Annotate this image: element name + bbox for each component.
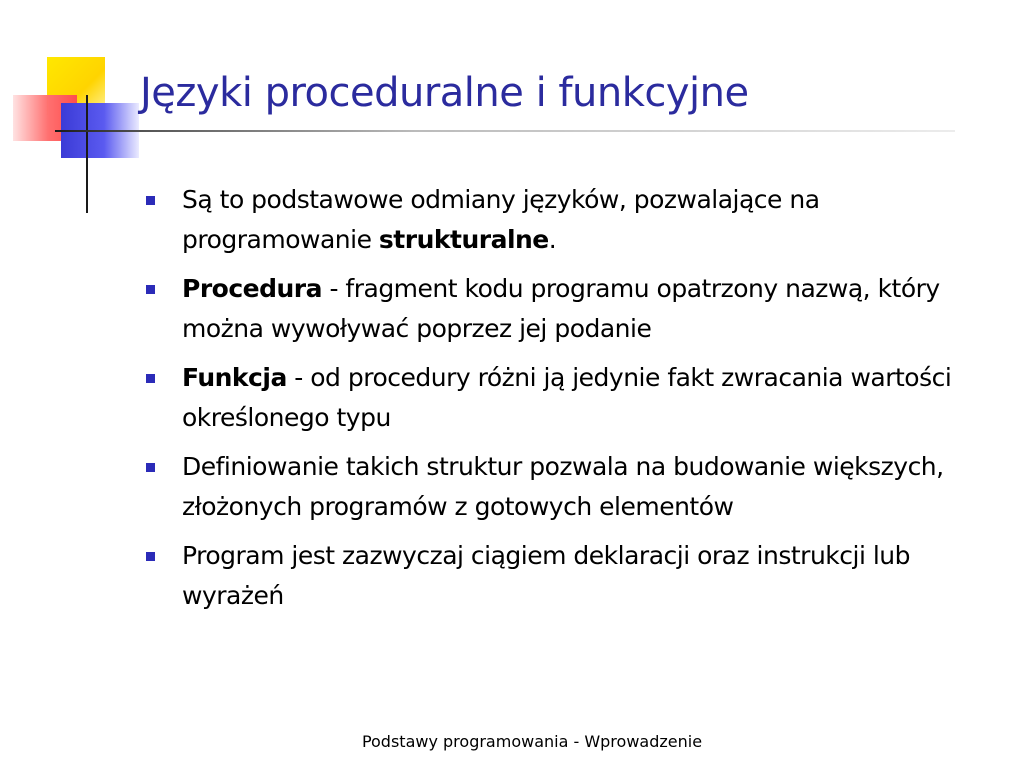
bullet-square-icon: [146, 552, 155, 561]
bullet-text-after: - od procedury różni ją jedynie fakt zwracania wartości określonego typu: [182, 363, 952, 432]
bullet-item: [140, 180, 1000, 260]
bullet-text: Program jest zazwyczaj ciągiem deklaracji oraz instrukcji lub wyrażeń: [182, 541, 911, 610]
bullet-bold-text: Funkcja: [182, 363, 287, 392]
bullet-bold-text: Procedura: [182, 274, 322, 303]
bullet-text-after: - fragment kodu programu opatrzony nazwą, który można wywoływać poprzez jej podanie: [182, 274, 940, 343]
bullet-text: Definiowanie takich struktur pozwala na budowanie większych, złożonych programów z gotowych elementów: [182, 452, 944, 521]
slide-footer: Podstawy programowania - Wprowadzenie: [361, 732, 703, 751]
slide-title: Języki proceduralne i funkcyjne: [140, 70, 749, 116]
bullet-item: [140, 536, 1000, 616]
bullet-bold-text: strukturalne: [378, 225, 549, 254]
bullet-square-icon: [146, 374, 155, 383]
bullet-text-after: .: [548, 225, 557, 254]
bullet-text: Są to podstawowe odmiany języków, pozwalające na programowanie: [182, 185, 820, 254]
bullet-item: [140, 447, 1000, 527]
vertical-line: [86, 95, 88, 213]
bullet-square-icon: [146, 463, 155, 472]
bullet-list: [140, 180, 1000, 625]
title-underline: [55, 130, 955, 132]
bullet-square-icon: [146, 196, 155, 205]
decorative-logo: [0, 0, 150, 220]
bullet-item: [140, 358, 1000, 438]
bullet-item: [140, 269, 1000, 349]
bullet-square-icon: [146, 285, 155, 294]
